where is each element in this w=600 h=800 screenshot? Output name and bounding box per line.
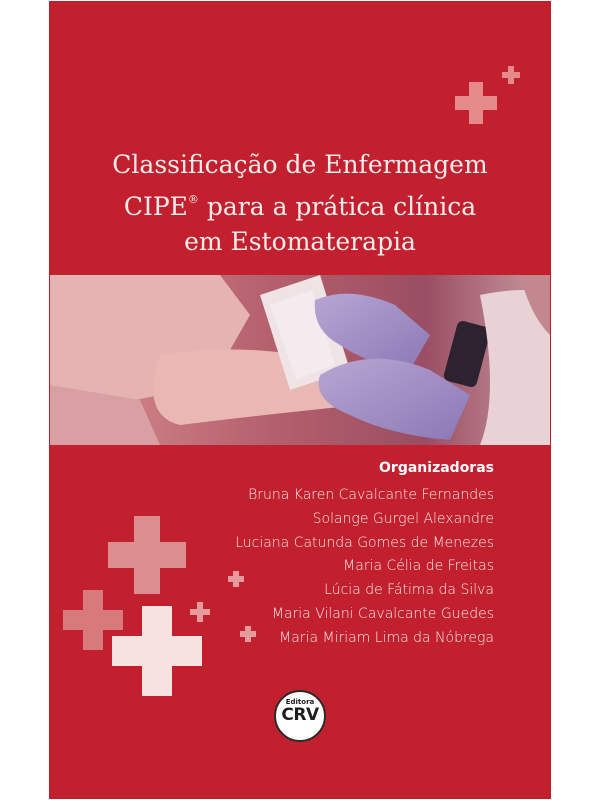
publisher-label: Editora [285,698,315,706]
cross-icon-tiny-3 [240,626,256,642]
publisher-logo [274,690,326,742]
organizer-name: Maria Vilani Cavalcante Guedes [271,605,494,622]
organizer-name: Solange Gurgel Alexandre [312,510,494,527]
organizer-name: Maria Miriam Lima da Nóbrega [279,629,494,646]
title-line-3: em Estomaterapia [184,227,416,256]
title-line-1: Classificação de Enfermagem [112,150,488,179]
publisher-name: CRV [281,705,319,725]
cross-icon-tiny-1 [228,571,244,587]
cross-icon-small-top [502,66,520,84]
organizer-name: Maria Célia de Freitas [343,558,494,575]
organizers-heading: Organizadoras [379,460,494,476]
organizer-name: Luciana Catunda Gomes de Menezes [235,534,494,551]
book-title [50,147,550,259]
cross-icon-tiny-2 [190,602,210,622]
registered-mark: ® [187,193,199,206]
cross-icon-mid [108,516,186,594]
cover-photo [50,275,550,445]
organizers-list [235,484,494,651]
title-line-2a: CIPE [123,192,188,221]
cross-icon-large-top [455,82,497,124]
book-cover [50,2,550,798]
organizer-name: Bruna Karen Cavalcante Fernandes [248,487,494,503]
cross-icon-large-bottom [112,606,202,696]
organizers-block [235,460,494,651]
organizer-name: Lúcia de Fátima da Silva [324,582,494,599]
title-line-2b: para a prática clínica [198,192,477,221]
